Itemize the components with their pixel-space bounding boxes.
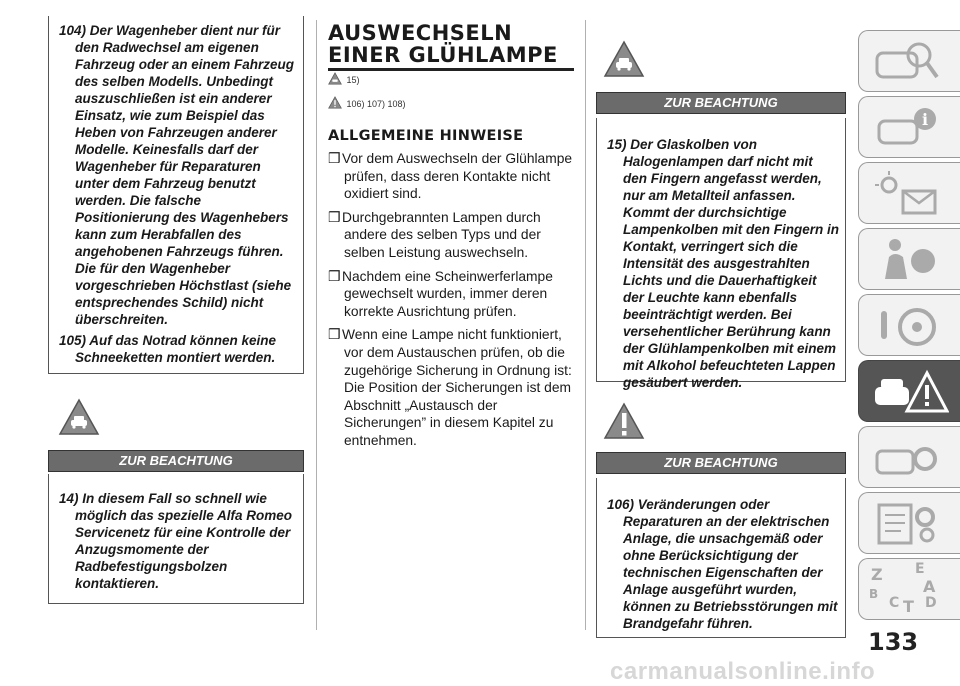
car-caution-icon <box>603 40 645 78</box>
safety-info-tab[interactable] <box>858 96 960 158</box>
section-subtitle: ALLGEMEINE HINWEISE <box>328 128 524 144</box>
list-item: ❒ Vor dem Auswechseln der Glühlampe prüfen, dass deren Kontakte nicht oxidiert sind. <box>328 151 573 202</box>
caution-banner: ZUR BEACHTUNG <box>48 450 304 472</box>
car-caution-icon <box>58 398 100 436</box>
bullet-list <box>328 150 578 456</box>
maintenance-tab[interactable] <box>858 426 960 488</box>
warning-item-105: 105) Auf das Notrad können keine Schneeketten montiert werden. <box>59 333 277 365</box>
caution-banner: ZUR BEACHTUNG <box>596 92 846 114</box>
starting-driving-tab[interactable] <box>858 294 960 356</box>
caution-box-14 <box>48 474 304 604</box>
list-item: ❒ Nachdem eine Scheinwerferlampe gewechselt wurden, immer deren korrekte Ausrichtung prüfen. <box>328 268 553 319</box>
page-title: AUSWECHSELN EINER GLÜHLAMPE <box>328 21 558 67</box>
warning-light-envelope-icon <box>873 169 943 219</box>
checkbox-bullet-icon: ❒ <box>328 151 341 166</box>
section-title-block <box>328 22 576 71</box>
reference-numbers: 106) 107) 108) <box>346 99 406 109</box>
alphabet-index-icon: Z E A B C T D <box>869 561 937 616</box>
warning-banner: ZUR BEACHTUNG <box>596 452 846 474</box>
emergency-tab[interactable] <box>858 360 960 422</box>
warning-triangle-icon <box>603 402 645 440</box>
car-breakdown-warning-icon <box>869 367 949 417</box>
caution-box-15 <box>596 118 846 390</box>
warning-item-106: 106) Veränderungen oder Reparaturen an der elektrischen Anlage, die unsachgemäß oder ohne Berücksichtigung der technischen Eigenschaften der Anlage ausgeführt wurden, können zu Betriebsstörungen mit Brandgefahr führen. <box>607 497 838 631</box>
checkbox-bullet-icon: ❒ <box>328 268 341 284</box>
document-gear-icon <box>873 499 943 549</box>
page-number: 133 <box>868 628 919 656</box>
steering-wheel-icon <box>873 301 943 351</box>
caution-item-15: 15) Der Glaskolben von Halogenlampen darf nicht mit den Fingern angefasst werden, nur am Metallteil anfassen. Kommt der durchsichtige Lampenkolben mit den Fingern in Kontakt, verringert sich die Intensität des ausgestrahlten Lichts und die Dauerhaftigkeit der Leuchte kann ebenfalls beeinträchtigt werden. Bei versehentlicher Berührung kann der Glühlampenkolben mit einem mit Alkohol befeuchteten Lappen gesäubert werden. <box>607 137 840 390</box>
warning-item-104: 104) Der Wagenheber dient nur für den Radwechsel am eigenen Fahrzeug oder an einem Fahrzeug des selben Modells. Unbedingt auszuschließen ist ein anderer Einsatz, wie zum Beispiel das Heben von Fahrzeugen anderer Modelle. Keinesfalls darf der Wagenheber für Reparaturen unter dem Fahrzeug benutzt werden. Die falsche Positionierung des Wagenhebers kann zum Herabfallen des angehobenen Fahrzeugs führen. Die für den Wagenheber vorgeschrieben Höchstlast (siehe entsprechendes Schild) nicht überschreiten. <box>59 23 295 327</box>
technical-data-tab[interactable] <box>858 492 960 554</box>
car-service-icon <box>873 433 943 483</box>
checkbox-bullet-icon: ❒ <box>328 209 341 225</box>
reference-car <box>328 70 359 86</box>
reference-warning <box>328 94 406 110</box>
dashboard-tab[interactable] <box>858 30 960 92</box>
caution-item-14: 14) In diesem Fall so schnell wie möglich das spezielle Alfa Romeo Servicenetz für eine Kontrolle der Anzugsmomente der Radbefestigungsbolzen kontaktieren. <box>59 491 293 591</box>
svg-text:i: i <box>922 110 929 129</box>
warning-box-106 <box>596 478 846 638</box>
lights-warnings-tab[interactable] <box>858 162 960 224</box>
index-tab[interactable] <box>858 558 960 620</box>
column-divider <box>585 20 586 630</box>
warning-triangle-icon <box>328 96 342 109</box>
car-info-icon <box>873 103 943 153</box>
reference-numbers: 15) <box>346 75 360 85</box>
airbag-safety-tab[interactable] <box>858 228 960 290</box>
seatbelt-passenger-icon <box>873 235 943 285</box>
title-underline <box>328 68 574 71</box>
dashboard-magnifier-icon <box>873 37 943 87</box>
column-divider <box>316 20 317 630</box>
checkbox-bullet-icon: ❒ <box>328 327 341 343</box>
list-item: ❒ Durchgebrannten Lampen durch andere des selben Typs und der selben Leistung auswechseln. <box>328 209 541 260</box>
watermark: carmanualsonline.info <box>610 658 876 685</box>
car-caution-icon <box>328 72 342 85</box>
list-item: ❒ Wenn eine Lampe nicht funktioniert, vor dem Austauschen prüfen, ob die zugehörige Sicherung in Ordnung ist: Die Position der Sicherungen ist dem Abschnitt „Austausch der Sicherungen” in diesem Kapitel zu entnehmen. <box>328 327 572 448</box>
warning-box-wagenheber <box>48 16 304 374</box>
